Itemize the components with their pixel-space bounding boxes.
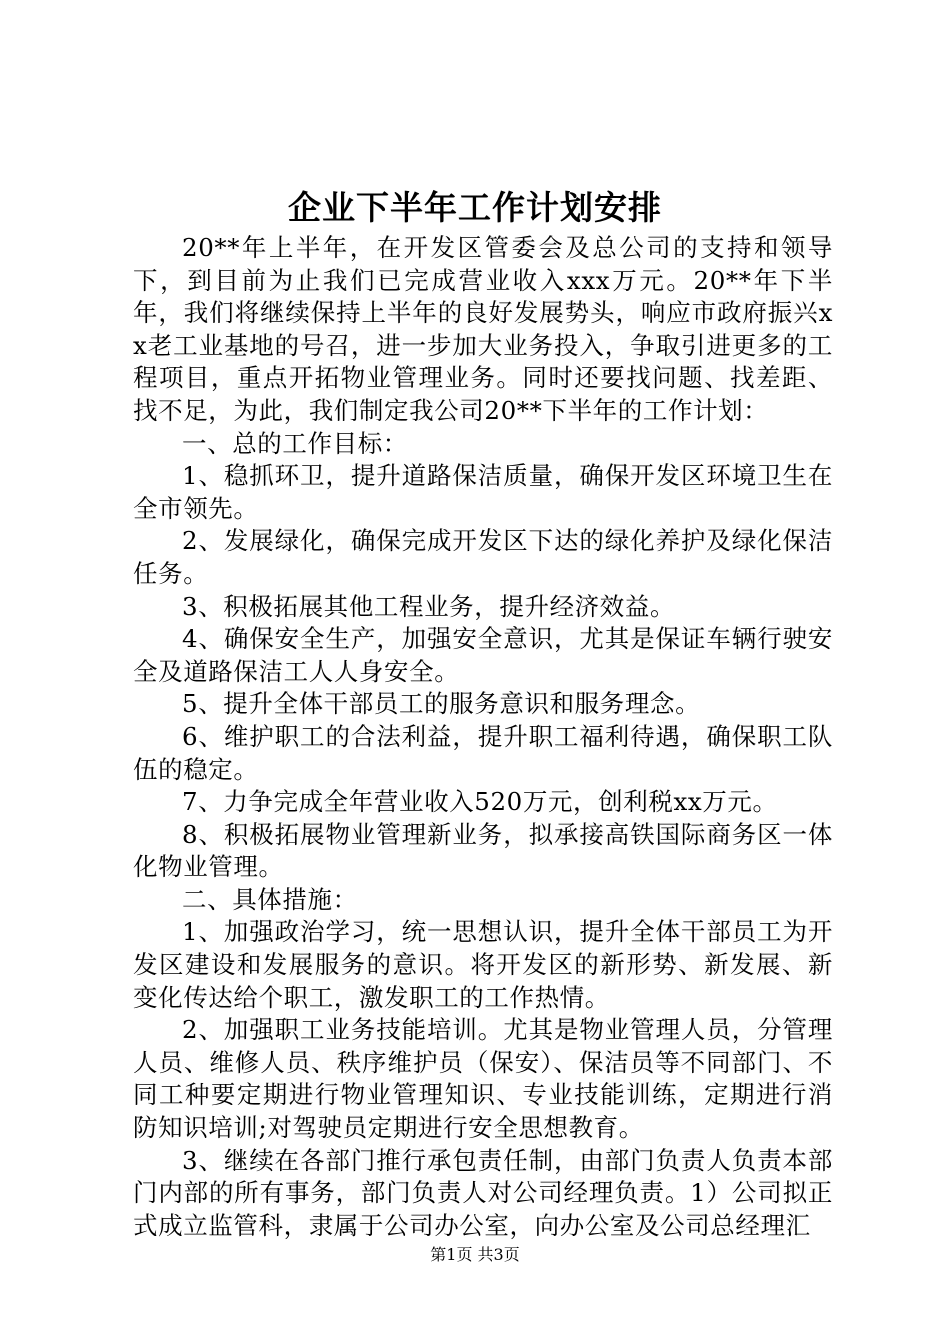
section-heading-goals: 一、总的工作目标： bbox=[182, 428, 408, 458]
page-title: 企业下半年工作计划安排 bbox=[288, 188, 662, 227]
page-number: 第1页 共3页 bbox=[430, 1245, 520, 1264]
goal-item: 4、确保安全生产，加强安全意识，尤其是保证车辆行驶安全及道路保洁工人人身安全。 bbox=[133, 624, 833, 686]
measure-item: 1、加强政治学习，统一思想认识，提升全体干部员工为开发区建设和发展服务的意识。将开发区的新形势、新发展、新变化传达给个职工，激发职工的工作热情。 bbox=[133, 917, 833, 1012]
goal-item: 3、积极拓展其他工程业务，提升经济效益。 bbox=[182, 591, 676, 621]
goal-item: 1、稳抓环卫，提升道路保洁质量，确保开发区环境卫生在全市领先。 bbox=[133, 461, 833, 523]
measure-item: 3、继续在各部门推行承包责任制，由部门负责人负责本部门内部的所有事务，部门负责人对公司经理负责。1）公司拟正式成立监管科，隶属于公司办公室，向办公室及公司总经理汇 bbox=[133, 1145, 833, 1240]
document-body bbox=[133, 232, 833, 1242]
goal-item: 8、积极拓展物业管理新业务，拟承接高铁国际商务区一体化物业管理。 bbox=[133, 819, 833, 882]
section-heading-measures: 二、具体措施： bbox=[182, 884, 358, 914]
goal-item: 5、提升全体干部员工的服务意识和服务理念。 bbox=[182, 689, 701, 719]
goal-item: 7、力争完成全年营业收入520万元，创利税xx万元。 bbox=[182, 787, 778, 817]
measure-item: 2、加强职工业务技能培训。尤其是物业管理人员，分管理人员、维修人员、秩序维护员（保安）、保洁员等不同部门、不同工种要定期进行物业管理知识、专业技能训练，定期进行消防知识培训;对驾驶员定期进行安全思想教育。 bbox=[133, 1015, 833, 1143]
paragraph-intro: 20**年上半年，在开发区管委会及总公司的支持和领导下，到目前为止我们已完成营业收入xxx万元。20**年下半年，我们将继续保持上半年的良好发展势头，响应市政府振兴xx老工业基地的号召，进一步加大业务投入，争取引进更多的工程项目，重点开拓物业管理业务。同时还要找问题、找差距、找不足，为此，我们制定我公司20**下半年的工作计划： bbox=[133, 233, 833, 425]
goal-item: 2、发展绿化，确保完成开发区下达的绿化养护及绿化保洁任务。 bbox=[133, 526, 833, 588]
goal-item: 6、维护职工的合法利益，提升职工福利待遇，确保职工队伍的稳定。 bbox=[133, 721, 833, 784]
